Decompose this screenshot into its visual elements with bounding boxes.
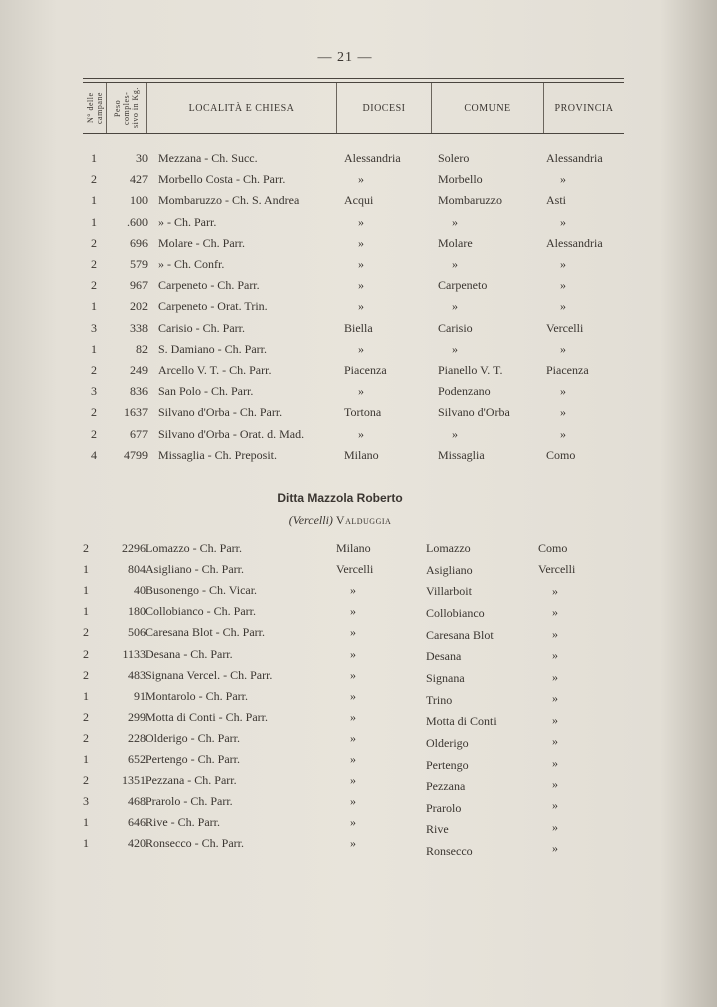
comune: Desana <box>426 649 462 664</box>
provincia: » <box>552 819 558 834</box>
provincia: » <box>560 214 566 229</box>
weight-kg: 40 <box>134 583 146 598</box>
location-church: Desana - Ch. Parr. <box>145 646 233 661</box>
diocese: Biella <box>344 320 373 335</box>
comune: Caresana Blot <box>426 627 494 642</box>
comune: » <box>452 299 458 314</box>
provincia: » <box>552 605 558 620</box>
diocese: Acqui <box>344 193 374 208</box>
provincia: » <box>560 278 566 293</box>
weight-kg: 228 <box>128 730 146 745</box>
provincia: » <box>552 734 558 749</box>
provincia: » <box>560 341 566 356</box>
location-church: Pertengo - Ch. Parr. <box>145 752 240 766</box>
weight-kg: 652 <box>128 752 146 766</box>
bell-count: 2 <box>83 541 89 555</box>
bell-count: 2 <box>83 709 89 724</box>
comune: Pertengo <box>426 757 469 772</box>
header-comune: COMUNE <box>432 83 544 133</box>
location-church: Caresana Blot - Ch. Parr. <box>145 625 265 640</box>
weight-kg: 1133 <box>122 646 146 661</box>
location-church: Missaglia - Ch. Preposit. <box>158 447 277 462</box>
location-church: Mezzana - Ch. Succ. <box>158 151 258 165</box>
diocese: » <box>358 278 364 293</box>
provincia: » <box>552 691 558 706</box>
diocese: » <box>350 688 356 703</box>
weight-kg: 2296 <box>122 541 146 555</box>
diocese: » <box>358 299 364 314</box>
location-church: Olderigo - Ch. Parr. <box>145 730 240 745</box>
diocese: » <box>350 625 356 640</box>
table-row <box>78 772 698 794</box>
table-row <box>86 426 706 442</box>
section-sub-town: Valduggia <box>335 513 392 527</box>
weight-kg: 299 <box>128 709 146 724</box>
comune: » <box>452 257 458 271</box>
provincia: » <box>552 798 558 813</box>
bell-count: 2 <box>91 235 97 250</box>
header-campane: N° delle campane <box>83 83 107 133</box>
comune: Signana <box>426 670 465 685</box>
diocese: » <box>358 341 364 356</box>
location-church: Silvano d'Orba - Orat. d. Mad. <box>158 426 305 441</box>
comune: Molare <box>438 235 473 250</box>
table-row <box>78 667 698 683</box>
table-row <box>78 624 698 640</box>
bell-count: 2 <box>91 257 97 271</box>
provincia: Asti <box>546 193 567 208</box>
bell-count: 2 <box>83 730 89 745</box>
weight-kg: 100 <box>130 193 148 208</box>
table-row <box>86 404 706 420</box>
table-row <box>86 235 706 251</box>
section-title: Ditta Mazzola Roberto <box>277 491 403 505</box>
weight-kg: 420 <box>128 836 146 851</box>
provincia: Como <box>546 447 576 462</box>
table-row <box>86 277 706 293</box>
diocese: » <box>358 257 364 271</box>
bell-count: 1 <box>91 299 97 314</box>
provincia: » <box>552 755 558 770</box>
table-row <box>86 150 706 166</box>
comune: Mombaruzzo <box>438 193 502 208</box>
bell-count: 2 <box>91 172 97 187</box>
provincia: Como <box>538 541 568 555</box>
comune: » <box>452 426 458 441</box>
bell-count: 1 <box>91 214 97 229</box>
location-church: Signana Vercel. - Ch. Parr. <box>145 667 273 682</box>
bell-count: 2 <box>91 363 97 377</box>
comune: Carpeneto <box>438 278 488 293</box>
diocese: » <box>358 384 364 399</box>
location-church: Carisio - Ch. Parr. <box>158 320 245 335</box>
weight-kg: 468 <box>128 794 146 809</box>
comune: Morbello <box>438 172 483 187</box>
provincia: » <box>560 405 566 420</box>
diocese: » <box>350 794 356 809</box>
table-row <box>86 192 706 208</box>
table-row <box>78 603 698 619</box>
location-church: San Polo - Ch. Parr. <box>158 384 254 399</box>
diocese: Alessandria <box>344 151 401 165</box>
bell-count: 1 <box>83 836 89 851</box>
provincia: » <box>560 299 566 314</box>
diocese: Piacenza <box>344 363 387 377</box>
diocese: » <box>350 752 356 766</box>
comune: Rive <box>426 822 449 837</box>
location-church: Silvano d'Orba - Ch. Parr. <box>158 405 283 420</box>
location-church: Rive - Ch. Parr. <box>145 815 220 830</box>
table-row <box>78 751 698 772</box>
top-rule <box>83 78 624 79</box>
location-church: » - Ch. Parr. <box>158 214 217 229</box>
comune: Missaglia <box>438 447 485 462</box>
weight-kg: 1637 <box>124 405 148 420</box>
location-church: Morbello Costa - Ch. Parr. <box>158 172 286 187</box>
header-provincia: PROVINCIA <box>554 102 614 114</box>
table-row <box>78 688 698 707</box>
weight-kg: 967 <box>130 278 148 293</box>
location-church: Busonengo - Ch. Vicar. <box>145 583 258 598</box>
table-row <box>78 814 698 837</box>
weight-kg: 646 <box>128 815 146 830</box>
diocese: » <box>350 604 356 619</box>
table-row <box>86 256 706 272</box>
weight-kg: 249 <box>130 363 148 377</box>
location-church: Carpeneto - Orat. Trin. <box>158 299 268 314</box>
bell-count: 3 <box>91 320 97 335</box>
diocese: » <box>358 235 364 250</box>
comune: Lomazzo <box>426 541 471 555</box>
bell-count: 2 <box>91 405 97 420</box>
section-sub-place: (Vercelli) <box>288 513 333 527</box>
location-church: Collobianco - Ch. Parr. <box>145 604 256 619</box>
diocese: » <box>350 583 356 598</box>
provincia: » <box>552 648 558 663</box>
weight-kg: 202 <box>130 299 148 314</box>
location-church: » - Ch. Confr. <box>158 257 225 271</box>
comune: Carisio <box>438 320 473 335</box>
bell-count: 1 <box>83 752 89 766</box>
weight-kg: 338 <box>130 320 148 335</box>
weight-kg: 427 <box>130 172 148 187</box>
bell-count: 2 <box>83 646 89 661</box>
provincia: » <box>560 172 566 187</box>
table-row <box>86 383 706 399</box>
diocese: Milano <box>344 447 379 462</box>
bell-count: 1 <box>83 688 89 703</box>
diocese: Milano <box>336 541 371 555</box>
weight-kg: 1351 <box>122 773 146 788</box>
table-row <box>78 835 698 859</box>
location-church: Arcello V. T. - Ch. Parr. <box>158 363 272 377</box>
diocese: Vercelli <box>336 562 374 577</box>
provincia: Vercelli <box>538 562 576 577</box>
bell-count: 1 <box>91 193 97 208</box>
comune: Prarolo <box>426 800 462 815</box>
table-row <box>78 561 698 577</box>
comune: Asigliano <box>426 562 473 577</box>
header-peso: Peso comples- sivo in Kg. <box>107 83 147 133</box>
provincia: » <box>552 583 558 598</box>
bell-count: 2 <box>83 773 89 788</box>
comune: Solero <box>438 151 470 165</box>
header-diocesi: DIOCESI <box>337 83 432 133</box>
weight-kg: 82 <box>136 341 148 356</box>
provincia: Alessandria <box>546 151 603 165</box>
comune: Pianello V. T. <box>438 363 503 377</box>
comune: Podenzano <box>438 384 491 399</box>
diocese: » <box>350 815 356 830</box>
table-row <box>86 214 706 230</box>
diocese: » <box>350 836 356 851</box>
comune: Silvano d'Orba <box>438 405 510 420</box>
weight-kg: 483 <box>128 667 146 682</box>
bell-count: 1 <box>83 562 89 577</box>
comune: » <box>452 341 458 356</box>
diocese: » <box>350 667 356 682</box>
bell-count: 4 <box>91 447 97 462</box>
provincia: Piacenza <box>546 363 589 377</box>
table-row <box>86 447 706 463</box>
location-church: Lomazzo - Ch. Parr. <box>145 541 242 555</box>
location-church: Asigliano - Ch. Parr. <box>145 562 244 577</box>
provincia: » <box>552 669 558 684</box>
location-church: Motta di Conti - Ch. Parr. <box>145 709 268 724</box>
comune: Ronsecco <box>426 844 473 859</box>
bell-count: 2 <box>83 667 89 682</box>
comune: Trino <box>426 692 453 707</box>
provincia: » <box>560 257 566 271</box>
provincia: » <box>552 626 558 641</box>
provincia: » <box>560 384 566 399</box>
diocese: Tortona <box>344 405 382 420</box>
location-church: Montarolo - Ch. Parr. <box>145 688 248 703</box>
table-row <box>78 540 698 556</box>
provincia: » <box>552 841 558 856</box>
table-header <box>83 82 624 134</box>
location-church: Molare - Ch. Parr. <box>158 235 245 250</box>
diocese: » <box>350 730 356 745</box>
diocese: » <box>350 709 356 724</box>
weight-kg: 4799 <box>124 447 148 462</box>
weight-kg: 180 <box>128 604 146 619</box>
location-church: Pezzana - Ch. Parr. <box>145 773 237 788</box>
provincia: » <box>552 776 558 791</box>
table-row <box>86 362 706 378</box>
provincia: » <box>560 426 566 441</box>
section-subtitle <box>0 513 680 528</box>
weight-kg: .600 <box>127 214 148 229</box>
comune: Collobianco <box>426 605 485 620</box>
weight-kg: 506 <box>128 625 146 640</box>
weight-kg: 579 <box>130 257 148 271</box>
diocese: » <box>350 646 356 661</box>
bell-count: 2 <box>91 278 97 293</box>
location-church: Carpeneto - Ch. Parr. <box>158 278 260 293</box>
bell-count: 3 <box>83 794 89 809</box>
table-row <box>86 298 706 314</box>
table-row <box>86 341 706 357</box>
bell-count: 1 <box>91 151 97 165</box>
bell-count: 1 <box>83 815 89 830</box>
page-number: — 21 — <box>317 50 373 65</box>
bell-count: 3 <box>91 384 97 399</box>
location-church: Prarolo - Ch. Parr. <box>145 794 233 809</box>
location-church: S. Damiano - Ch. Parr. <box>158 341 267 356</box>
comune: » <box>452 214 458 229</box>
diocese: » <box>358 426 364 441</box>
comune: Villarboit <box>426 584 472 599</box>
bell-count: 1 <box>83 604 89 619</box>
diocese: » <box>350 773 356 788</box>
table-row <box>78 730 698 750</box>
bell-count: 1 <box>83 583 89 598</box>
bell-count: 1 <box>91 341 97 356</box>
table-row <box>78 582 698 598</box>
weight-kg: 804 <box>128 562 146 577</box>
header-localita: LOCALITÀ E CHIESA <box>147 83 337 133</box>
table-row <box>78 709 698 729</box>
diocese: » <box>358 172 364 187</box>
weight-kg: 91 <box>134 688 146 703</box>
weight-kg: 696 <box>130 235 148 250</box>
weight-kg: 836 <box>130 384 148 399</box>
comune: Olderigo <box>426 735 469 750</box>
provincia: » <box>552 712 558 727</box>
table-row <box>78 646 698 662</box>
location-church: Mombaruzzo - Ch. S. Andrea <box>158 193 300 208</box>
weight-kg: 30 <box>136 151 148 165</box>
comune: Pezzana <box>426 779 466 794</box>
table-row <box>86 320 706 336</box>
table-row <box>78 793 698 815</box>
comune: Motta di Conti <box>426 714 497 729</box>
table-row <box>86 171 706 187</box>
provincia: Alessandria <box>546 235 603 250</box>
bell-count: 2 <box>83 625 89 640</box>
weight-kg: 677 <box>130 426 148 441</box>
provincia: Vercelli <box>546 320 584 335</box>
location-church: Ronsecco - Ch. Parr. <box>145 836 244 851</box>
bell-count: 2 <box>91 426 97 441</box>
diocese: » <box>358 214 364 229</box>
